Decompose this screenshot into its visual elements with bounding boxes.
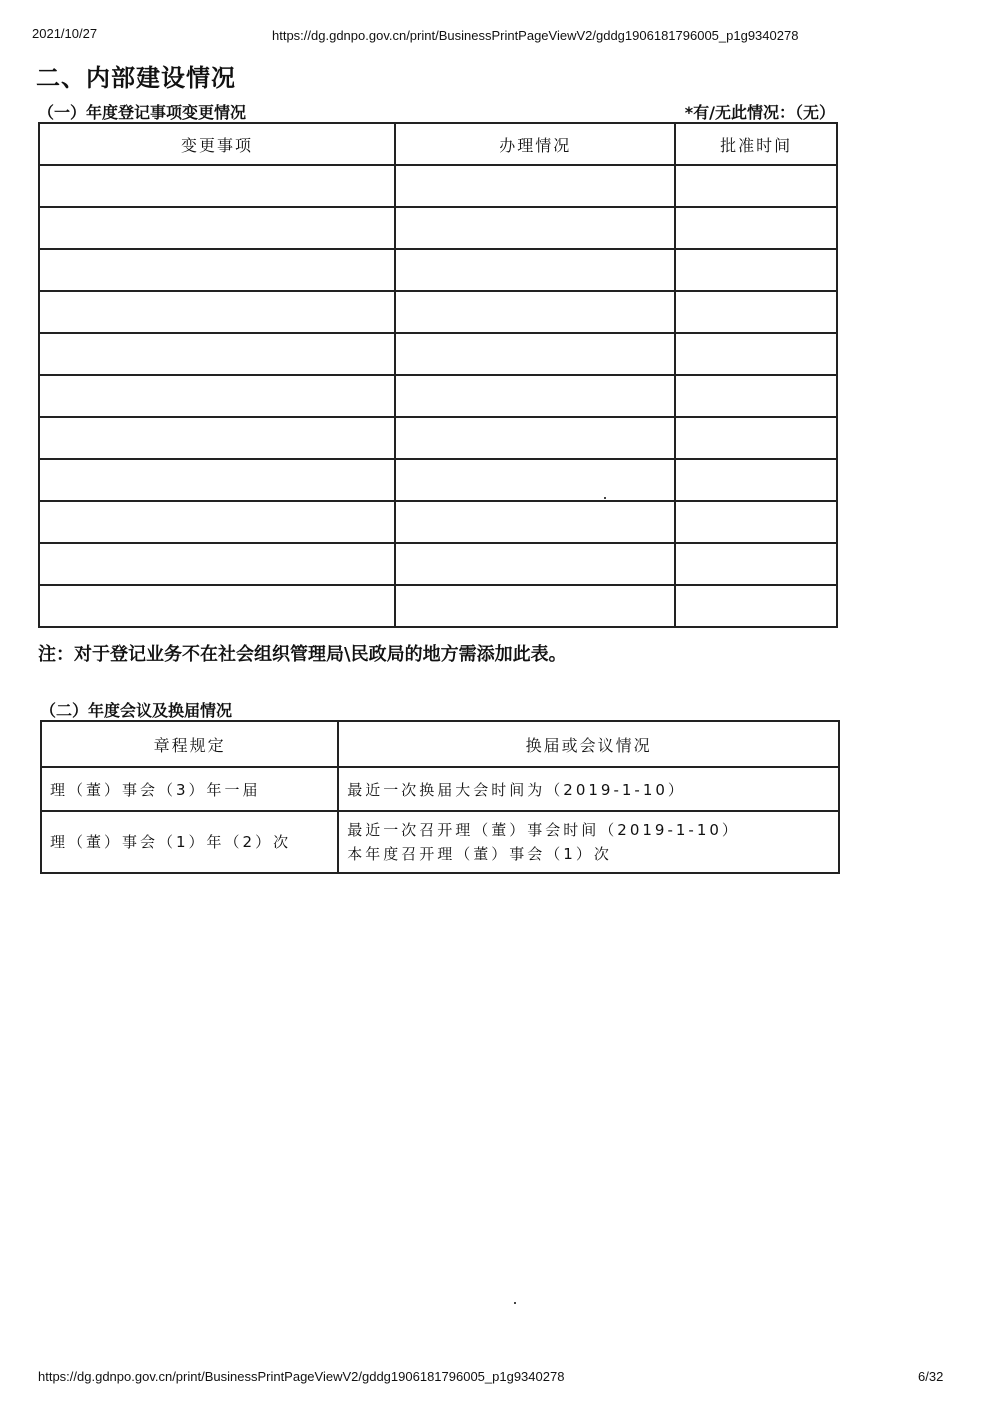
table-row <box>39 249 837 291</box>
section-title: 二、内部建设情况 <box>36 64 236 92</box>
empty-cell <box>39 375 395 417</box>
registration-changes-table <box>38 122 838 628</box>
empty-cell <box>675 459 837 501</box>
table-row <box>39 165 837 207</box>
situation-cell: 最近一次换届大会时间为（2019-1-10） <box>338 767 839 811</box>
empty-cell <box>39 459 395 501</box>
rule-cell: 理（董）事会（3）年一届 <box>41 767 338 811</box>
empty-cell <box>675 501 837 543</box>
part1-status: *有/无此情况：（无） <box>684 103 835 122</box>
part1-title: （一）年度登记事项变更情况 <box>38 103 247 122</box>
situation-line: 本年度召开理（董）事会（1）次 <box>347 845 612 863</box>
meetings-table <box>40 720 840 874</box>
empty-cell <box>395 585 675 627</box>
empty-cell <box>395 543 675 585</box>
empty-cell <box>39 291 395 333</box>
empty-cell <box>395 165 675 207</box>
table-row <box>39 291 837 333</box>
empty-cell <box>395 417 675 459</box>
column-header: 办理情况 <box>395 123 675 165</box>
empty-cell <box>675 249 837 291</box>
empty-cell <box>675 291 837 333</box>
scan-speck <box>514 1302 516 1304</box>
print-date: 2021/10/27 <box>32 26 98 41</box>
empty-cell <box>395 459 675 501</box>
empty-cell <box>39 207 395 249</box>
table-row <box>39 375 837 417</box>
print-url: https://dg.gdnpo.gov.cn/print/BusinessPrintPageViewV2/gddg1906181796005_p1g9340278 <box>272 28 799 43</box>
footer-url: https://dg.gdnpo.gov.cn/print/BusinessPrintPageViewV2/gddg1906181796005_p1g9340278 <box>38 1369 565 1384</box>
table-header-row <box>39 123 837 165</box>
table-row <box>39 207 837 249</box>
empty-cell <box>675 333 837 375</box>
table-header-row <box>41 721 839 767</box>
empty-cell <box>395 501 675 543</box>
part2-title: （二）年度会议及换届情况 <box>40 701 233 720</box>
note: 注：对于登记业务不在社会组织管理局\民政局的地方需添加此表。 <box>38 644 567 665</box>
column-header: 章程规定 <box>41 721 338 767</box>
empty-cell <box>395 291 675 333</box>
empty-cell <box>39 543 395 585</box>
scan-speck <box>604 497 606 499</box>
empty-cell <box>39 417 395 459</box>
empty-cell <box>39 165 395 207</box>
empty-cell <box>395 333 675 375</box>
table-row <box>39 417 837 459</box>
table-row <box>41 767 839 811</box>
empty-cell <box>39 585 395 627</box>
table-row <box>39 501 837 543</box>
empty-cell <box>39 501 395 543</box>
empty-cell <box>675 543 837 585</box>
empty-cell <box>39 333 395 375</box>
empty-cell <box>675 207 837 249</box>
table-row <box>39 543 837 585</box>
table-row <box>39 333 837 375</box>
table-row <box>41 811 839 873</box>
empty-cell <box>675 165 837 207</box>
empty-cell <box>675 417 837 459</box>
situation-line: 最近一次召开理（董）事会时间（2019-1-10） <box>347 821 740 839</box>
empty-cell <box>395 207 675 249</box>
empty-cell <box>675 375 837 417</box>
table-row <box>39 585 837 627</box>
rule-cell: 理（董）事会（1）年（2）次 <box>41 811 338 873</box>
empty-cell <box>39 249 395 291</box>
column-header: 换届或会议情况 <box>338 721 839 767</box>
table-body <box>39 165 837 627</box>
column-header: 批准时间 <box>675 123 837 165</box>
empty-cell <box>395 375 675 417</box>
table-row <box>39 459 837 501</box>
page-number: 6/32 <box>918 1369 944 1384</box>
empty-cell <box>395 249 675 291</box>
empty-cell <box>675 585 837 627</box>
situation-cell <box>338 811 839 873</box>
column-header: 变更事项 <box>39 123 395 165</box>
